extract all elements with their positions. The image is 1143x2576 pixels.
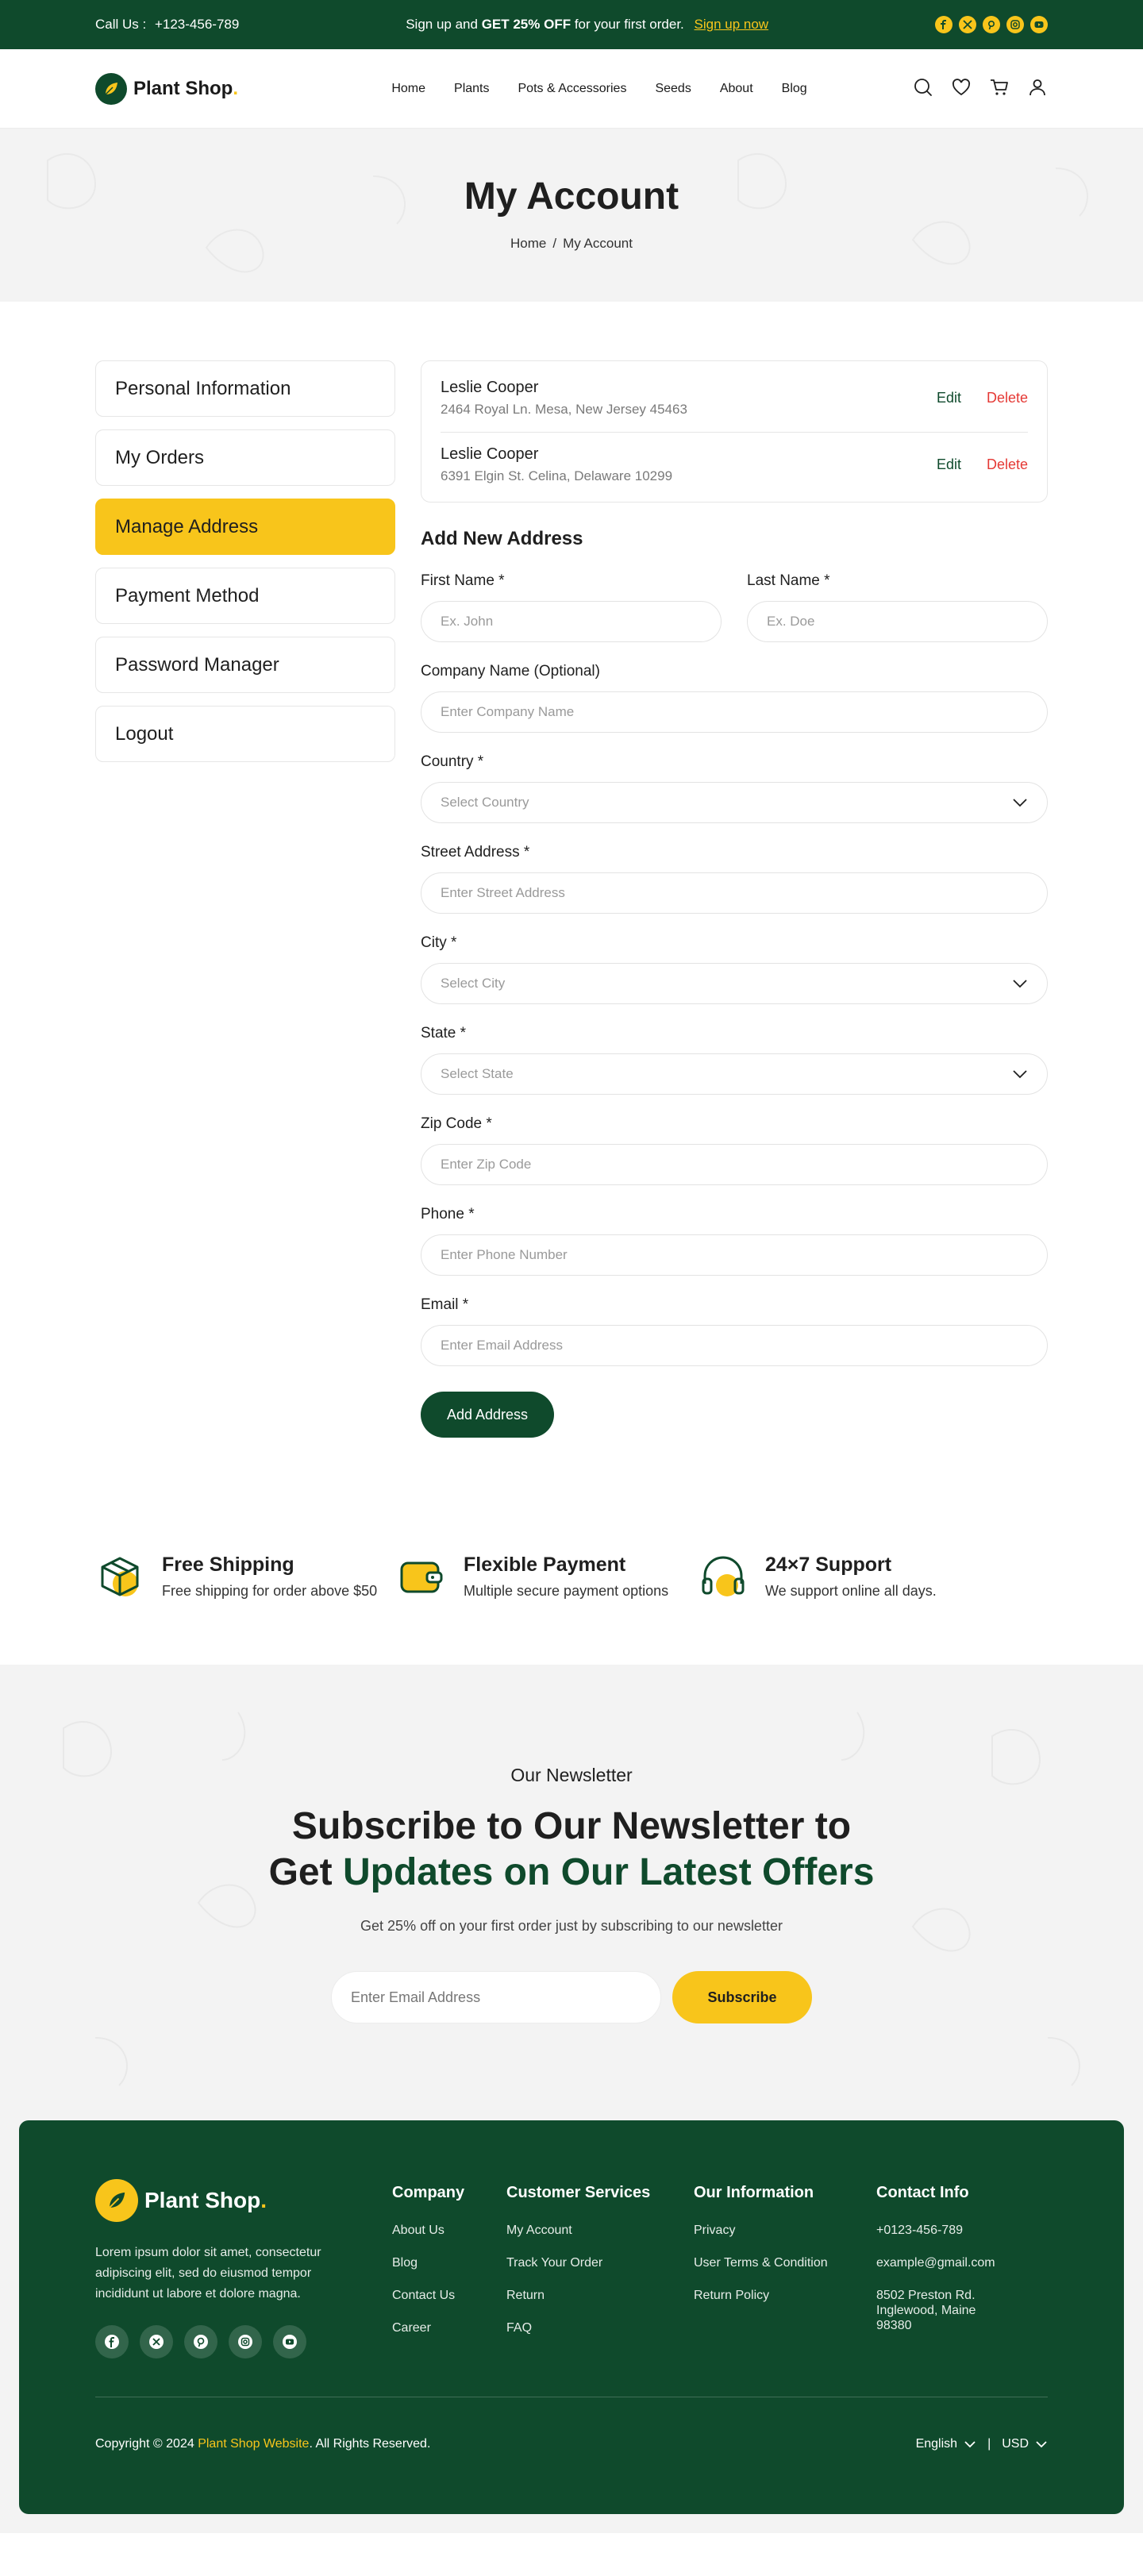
- facebook-icon[interactable]: [95, 2325, 129, 2358]
- feature-text: We support online all days.: [765, 1583, 937, 1599]
- footer-link[interactable]: About Us: [392, 2224, 444, 2237]
- box-icon: [95, 1552, 144, 1601]
- cart-icon[interactable]: [989, 77, 1010, 102]
- account-section: [0, 302, 1143, 1485]
- zip-label: Zip Code *: [421, 1115, 492, 1132]
- add-address-button[interactable]: Add Address: [421, 1392, 554, 1438]
- footer-link[interactable]: User Terms & Condition: [694, 2256, 828, 2270]
- country-select-value: Select Country: [441, 795, 529, 810]
- chevron-down-icon: [1012, 798, 1028, 807]
- subscribe-button[interactable]: Subscribe: [672, 1971, 812, 2023]
- address-name: Leslie Cooper: [441, 445, 539, 463]
- instagram-icon[interactable]: [1006, 16, 1024, 33]
- newsletter-title-line1: Subscribe to Our Newsletter to: [291, 1805, 852, 1847]
- chevron-down-icon: [1035, 2440, 1048, 2448]
- nav-item-seeds[interactable]: Seeds: [655, 82, 691, 95]
- saved-addresses-card: [421, 360, 1048, 502]
- top-socials: [935, 16, 1048, 33]
- footer-column-our-information: [694, 2179, 876, 2358]
- phone-field[interactable]: [441, 1247, 1028, 1263]
- footer-link[interactable]: Blog: [392, 2256, 418, 2270]
- promo-text: [406, 17, 768, 33]
- street-field[interactable]: [441, 885, 1028, 901]
- top-bar: [0, 0, 1143, 49]
- delete-address-button[interactable]: Delete: [986, 390, 1028, 406]
- delete-address-button[interactable]: Delete: [986, 456, 1028, 472]
- newsletter-section: [0, 1665, 1143, 2120]
- newsletter-title-line2-pre: Get: [268, 1851, 343, 1893]
- feature-item: [95, 1552, 397, 1601]
- nav-item-about[interactable]: About: [719, 82, 753, 95]
- nav-menu: [391, 82, 806, 96]
- sidebar-item-payment-method[interactable]: Payment Method: [95, 568, 395, 624]
- leaf-icon: [95, 73, 127, 105]
- promo-pre: Sign up and: [406, 17, 482, 32]
- sidebar-item-personal-information[interactable]: Personal Information: [95, 360, 395, 417]
- locale-separator: |: [987, 2437, 991, 2451]
- newsletter-title-highlight: Updates on Our Latest Offers: [342, 1851, 875, 1893]
- leaf-icon: [95, 2179, 138, 2222]
- brand-logo[interactable]: [95, 73, 238, 105]
- add-address-title: Add New Address: [421, 528, 583, 549]
- x-icon[interactable]: [959, 16, 976, 33]
- language-select[interactable]: [916, 2437, 976, 2451]
- youtube-icon[interactable]: [273, 2325, 306, 2358]
- first-name-field[interactable]: [441, 614, 702, 630]
- breadcrumb-separator: /: [552, 236, 557, 251]
- footer-column-title: Customer Services: [506, 2184, 651, 2201]
- wallet-icon: [397, 1552, 446, 1601]
- footer-wrapper: [0, 2120, 1143, 2533]
- feature-text: Free shipping for order above $50: [162, 1583, 378, 1599]
- footer-socials: [95, 2325, 392, 2358]
- footer-contact-email[interactable]: example@gmail.com: [876, 2256, 995, 2270]
- city-select[interactable]: [421, 963, 1048, 1004]
- footer-link[interactable]: Privacy: [694, 2224, 736, 2237]
- nav-item-home[interactable]: Home: [391, 82, 426, 95]
- footer-link[interactable]: Career: [392, 2321, 431, 2335]
- chevron-down-icon: [1012, 1069, 1028, 1079]
- feature-title: 24×7 Support: [765, 1554, 892, 1576]
- edit-address-button[interactable]: Edit: [936, 456, 961, 472]
- promo-bold: GET 25% OFF: [481, 17, 572, 32]
- footer-link[interactable]: Return: [506, 2289, 545, 2302]
- chevron-down-icon: [964, 2440, 976, 2448]
- footer-link[interactable]: FAQ: [506, 2321, 533, 2335]
- footer: [19, 2120, 1124, 2514]
- last-name-label: Last Name *: [747, 572, 830, 589]
- nav-icons: [913, 77, 1048, 102]
- newsletter-form: [0, 1971, 1143, 2023]
- copyright-post: . All Rights Reserved.: [309, 2437, 431, 2451]
- state-select[interactable]: [421, 1053, 1048, 1095]
- footer-bottom: [95, 2397, 1048, 2451]
- country-label: Country *: [421, 753, 484, 770]
- company-field[interactable]: [441, 704, 1028, 720]
- nav-item-blog[interactable]: Blog: [781, 82, 807, 95]
- footer-column-title: Contact Info: [876, 2184, 969, 2201]
- footer-column-company: [392, 2179, 506, 2358]
- sidebar-item-logout[interactable]: Logout: [95, 706, 395, 762]
- heart-icon[interactable]: [951, 77, 972, 102]
- page-hero: [0, 129, 1143, 302]
- footer-link[interactable]: Return Policy: [694, 2289, 770, 2302]
- address-row: [441, 432, 1028, 502]
- newsletter-email-input[interactable]: Enter Email Address: [331, 1971, 661, 2023]
- copyright-pre: Copyright © 2024: [95, 2437, 198, 2451]
- address-line: 6391 Elgin St. Celina, Delaware 10299: [441, 468, 673, 483]
- breadcrumb-current: My Account: [563, 236, 633, 251]
- edit-address-button[interactable]: Edit: [936, 390, 961, 406]
- call-phone[interactable]: +123-456-789: [154, 17, 240, 32]
- facebook-icon[interactable]: [935, 16, 952, 33]
- footer-link[interactable]: Track Your Order: [506, 2256, 603, 2270]
- country-select[interactable]: [421, 782, 1048, 823]
- footer-column-title: Company: [392, 2184, 465, 2201]
- first-name-label: First Name *: [421, 572, 505, 589]
- zip-field[interactable]: [441, 1157, 1028, 1172]
- footer-brand: [95, 2179, 392, 2358]
- address-line: 2464 Royal Ln. Mesa, New Jersey 45463: [441, 402, 687, 417]
- pinterest-icon[interactable]: [983, 16, 1000, 33]
- last-name-field[interactable]: [767, 614, 1028, 630]
- sidebar-item-password-manager[interactable]: Password Manager: [95, 637, 395, 693]
- newsletter-kicker: Our Newsletter: [510, 1765, 633, 1785]
- feature-title: Flexible Payment: [464, 1554, 626, 1576]
- x-icon[interactable]: [140, 2325, 173, 2358]
- language-value: English: [915, 2437, 958, 2451]
- address-main: [421, 360, 1048, 1438]
- locale-selectors: [916, 2437, 1048, 2451]
- footer-contact-phone[interactable]: +0123-456-789: [876, 2224, 963, 2237]
- features-strip: [0, 1485, 1143, 1665]
- account-sidebar: [95, 360, 395, 1438]
- feature-title: Free Shipping: [162, 1554, 294, 1576]
- user-icon[interactable]: [1027, 77, 1048, 102]
- footer-link[interactable]: Contact Us: [392, 2289, 456, 2302]
- footer-logo[interactable]: [95, 2179, 392, 2222]
- headset-icon: [698, 1552, 748, 1601]
- call-info: [95, 17, 239, 33]
- copyright-link[interactable]: Plant Shop Website: [198, 2437, 310, 2451]
- footer-column-title: Our Information: [694, 2184, 814, 2201]
- promo-post: for your first order.: [571, 17, 684, 32]
- phone-label: Phone *: [421, 1206, 475, 1223]
- copyright: [95, 2437, 430, 2451]
- street-label: Street Address *: [421, 844, 530, 861]
- brand-name: Plant Shop: [133, 78, 233, 99]
- sidebar-item-my-orders[interactable]: My Orders: [95, 429, 395, 486]
- footer-link[interactable]: My Account: [506, 2224, 572, 2237]
- company-label: Company Name (Optional): [421, 663, 600, 680]
- sidebar-item-manage-address[interactable]: Manage Address: [95, 499, 395, 555]
- feature-text: Multiple secure payment options: [464, 1583, 669, 1599]
- email-field[interactable]: [441, 1338, 1028, 1353]
- footer-contact-address: 8502 Preston Rd. Inglewood, Maine 98380: [876, 2289, 976, 2332]
- page-title: My Account: [464, 175, 679, 218]
- feature-item: [397, 1552, 698, 1601]
- pinterest-icon[interactable]: [184, 2325, 217, 2358]
- main-nav: [0, 49, 1143, 129]
- search-icon[interactable]: [913, 77, 933, 102]
- address-row: [441, 379, 1028, 432]
- youtube-icon[interactable]: [1030, 16, 1048, 33]
- newsletter-subtitle: Get 25% off on your first order just by subscribing to our newsletter: [360, 1918, 783, 1934]
- breadcrumb: [0, 236, 1143, 252]
- breadcrumb-home[interactable]: Home: [510, 236, 547, 251]
- newsletter-title: [0, 1804, 1143, 1896]
- nav-item-pots[interactable]: Pots & Accessories: [518, 82, 627, 95]
- state-label: State *: [421, 1025, 467, 1042]
- footer-column-contact-info: [876, 2179, 1019, 2358]
- currency-value: USD: [1002, 2437, 1029, 2451]
- email-label: Email *: [421, 1296, 469, 1313]
- city-select-value: Select City: [441, 976, 506, 991]
- address-name: Leslie Cooper: [441, 379, 539, 396]
- currency-select[interactable]: [1002, 2437, 1048, 2451]
- footer-brand-name: Plant Shop: [144, 2188, 261, 2212]
- call-label: Call Us :: [95, 17, 147, 32]
- feature-item: [698, 1552, 1000, 1601]
- city-label: City *: [421, 934, 457, 951]
- footer-brand-dot: .: [260, 2188, 267, 2212]
- footer-about: Lorem ipsum dolor sit amet, consectetur adipiscing elit, sed do eiusmod tempor incididunt ut labore et dolore magna.: [95, 2246, 321, 2301]
- signup-link[interactable]: Sign up now: [694, 17, 769, 32]
- footer-column-customer-services: [506, 2179, 694, 2358]
- brand-dot: .: [233, 78, 239, 99]
- instagram-icon[interactable]: [229, 2325, 262, 2358]
- chevron-down-icon: [1012, 979, 1028, 988]
- state-select-value: Select State: [441, 1066, 514, 1081]
- nav-item-plants[interactable]: Plants: [454, 82, 490, 95]
